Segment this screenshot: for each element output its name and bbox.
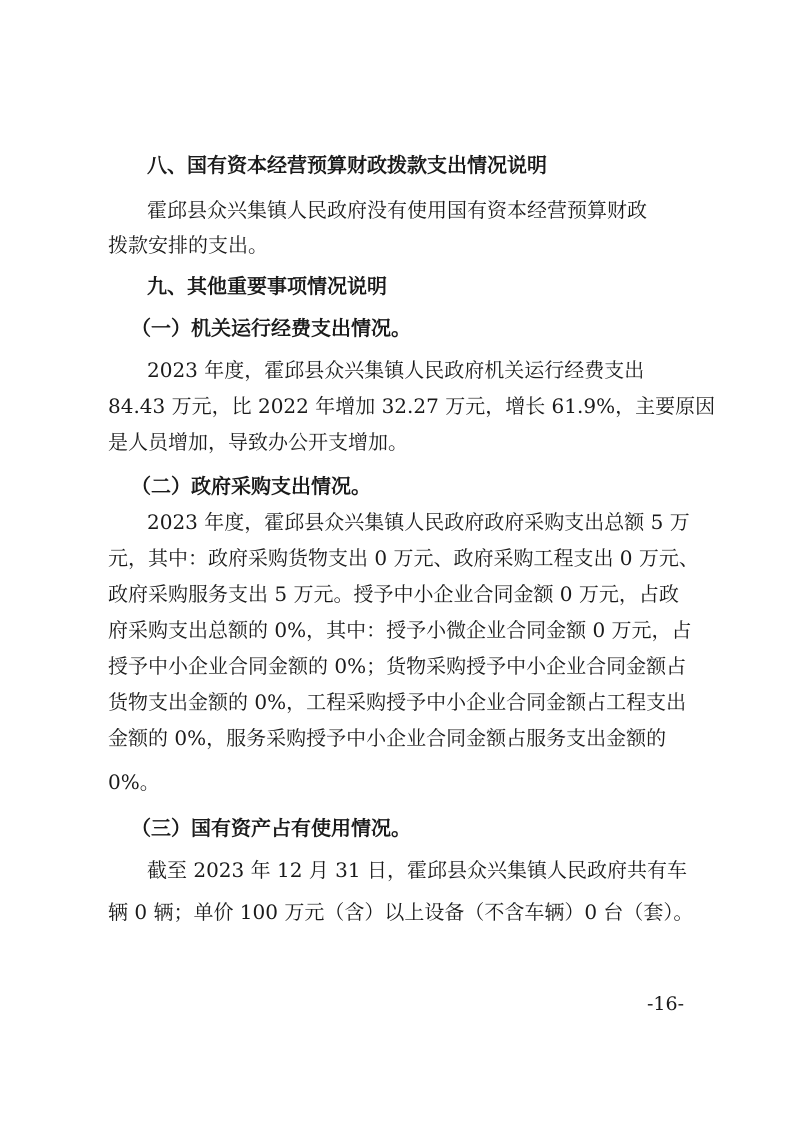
subsection-3-body-line-1: 截至 2023 年 12 月 31 日，霍邱县众兴集镇人民政府共有车: [147, 858, 687, 882]
subsection-2-body-line-3: 政府采购服务支出 5 万元。授予中小企业合同金额 0 万元，占政: [108, 582, 679, 606]
subsection-2-heading: （二）政府采购支出情况。: [131, 474, 371, 498]
subsection-2-body-line-6: 货物支出金额的 0%，工程采购授予中小企业合同金额占工程支出: [108, 690, 687, 714]
subsection-2-body-line-1: 2023 年度，霍邱县众兴集镇人民政府政府采购支出总额 5 万: [147, 510, 690, 534]
subsection-2-body-line-8: 0%。: [108, 770, 160, 794]
subsection-2-body-line-7: 金额的 0%，服务采购授予中小企业合同金额占服务支出金额的: [108, 726, 667, 750]
subsection-3-body-line-2: 辆 0 辆；单价 100 万元（含）以上设备（不含车辆）0 台（套）。: [108, 900, 694, 924]
page-number: -16-: [647, 993, 685, 1015]
section-8-body-line-2: 拨款安排的支出。: [108, 233, 268, 257]
subsection-1-body-line-2: 84.43 万元，比 2022 年增加 32.27 万元，增长 61.9%，主要原因: [108, 394, 716, 418]
subsection-2-body-line-2: 元，其中：政府采购货物支出 0 万元、政府采购工程支出 0 万元、: [108, 546, 699, 570]
subsection-2-body-line-4: 府采购支出总额的 0%，其中：授予小微企业合同金额 0 万元，占: [108, 618, 692, 642]
section-8-body-line-1: 霍邱县众兴集镇人民政府没有使用国有资本经营预算财政: [147, 198, 647, 222]
subsection-1-heading: （一）机关运行经费支出情况。: [131, 316, 411, 340]
section-8-heading: 八、国有资本经营预算财政拨款支出情况说明: [147, 153, 547, 177]
section-9-heading: 九、其他重要事项情况说明: [147, 274, 387, 298]
subsection-3-heading: （三）国有资产占有使用情况。: [131, 816, 411, 840]
subsection-1-body-line-1: 2023 年度，霍邱县众兴集镇人民政府机关运行经费支出: [147, 358, 645, 382]
subsection-1-body-line-3: 是人员增加，导致办公开支增加。: [108, 430, 408, 454]
subsection-2-body-line-5: 授予中小企业合同金额的 0%；货物采购授予中小企业合同金额占: [108, 654, 687, 678]
